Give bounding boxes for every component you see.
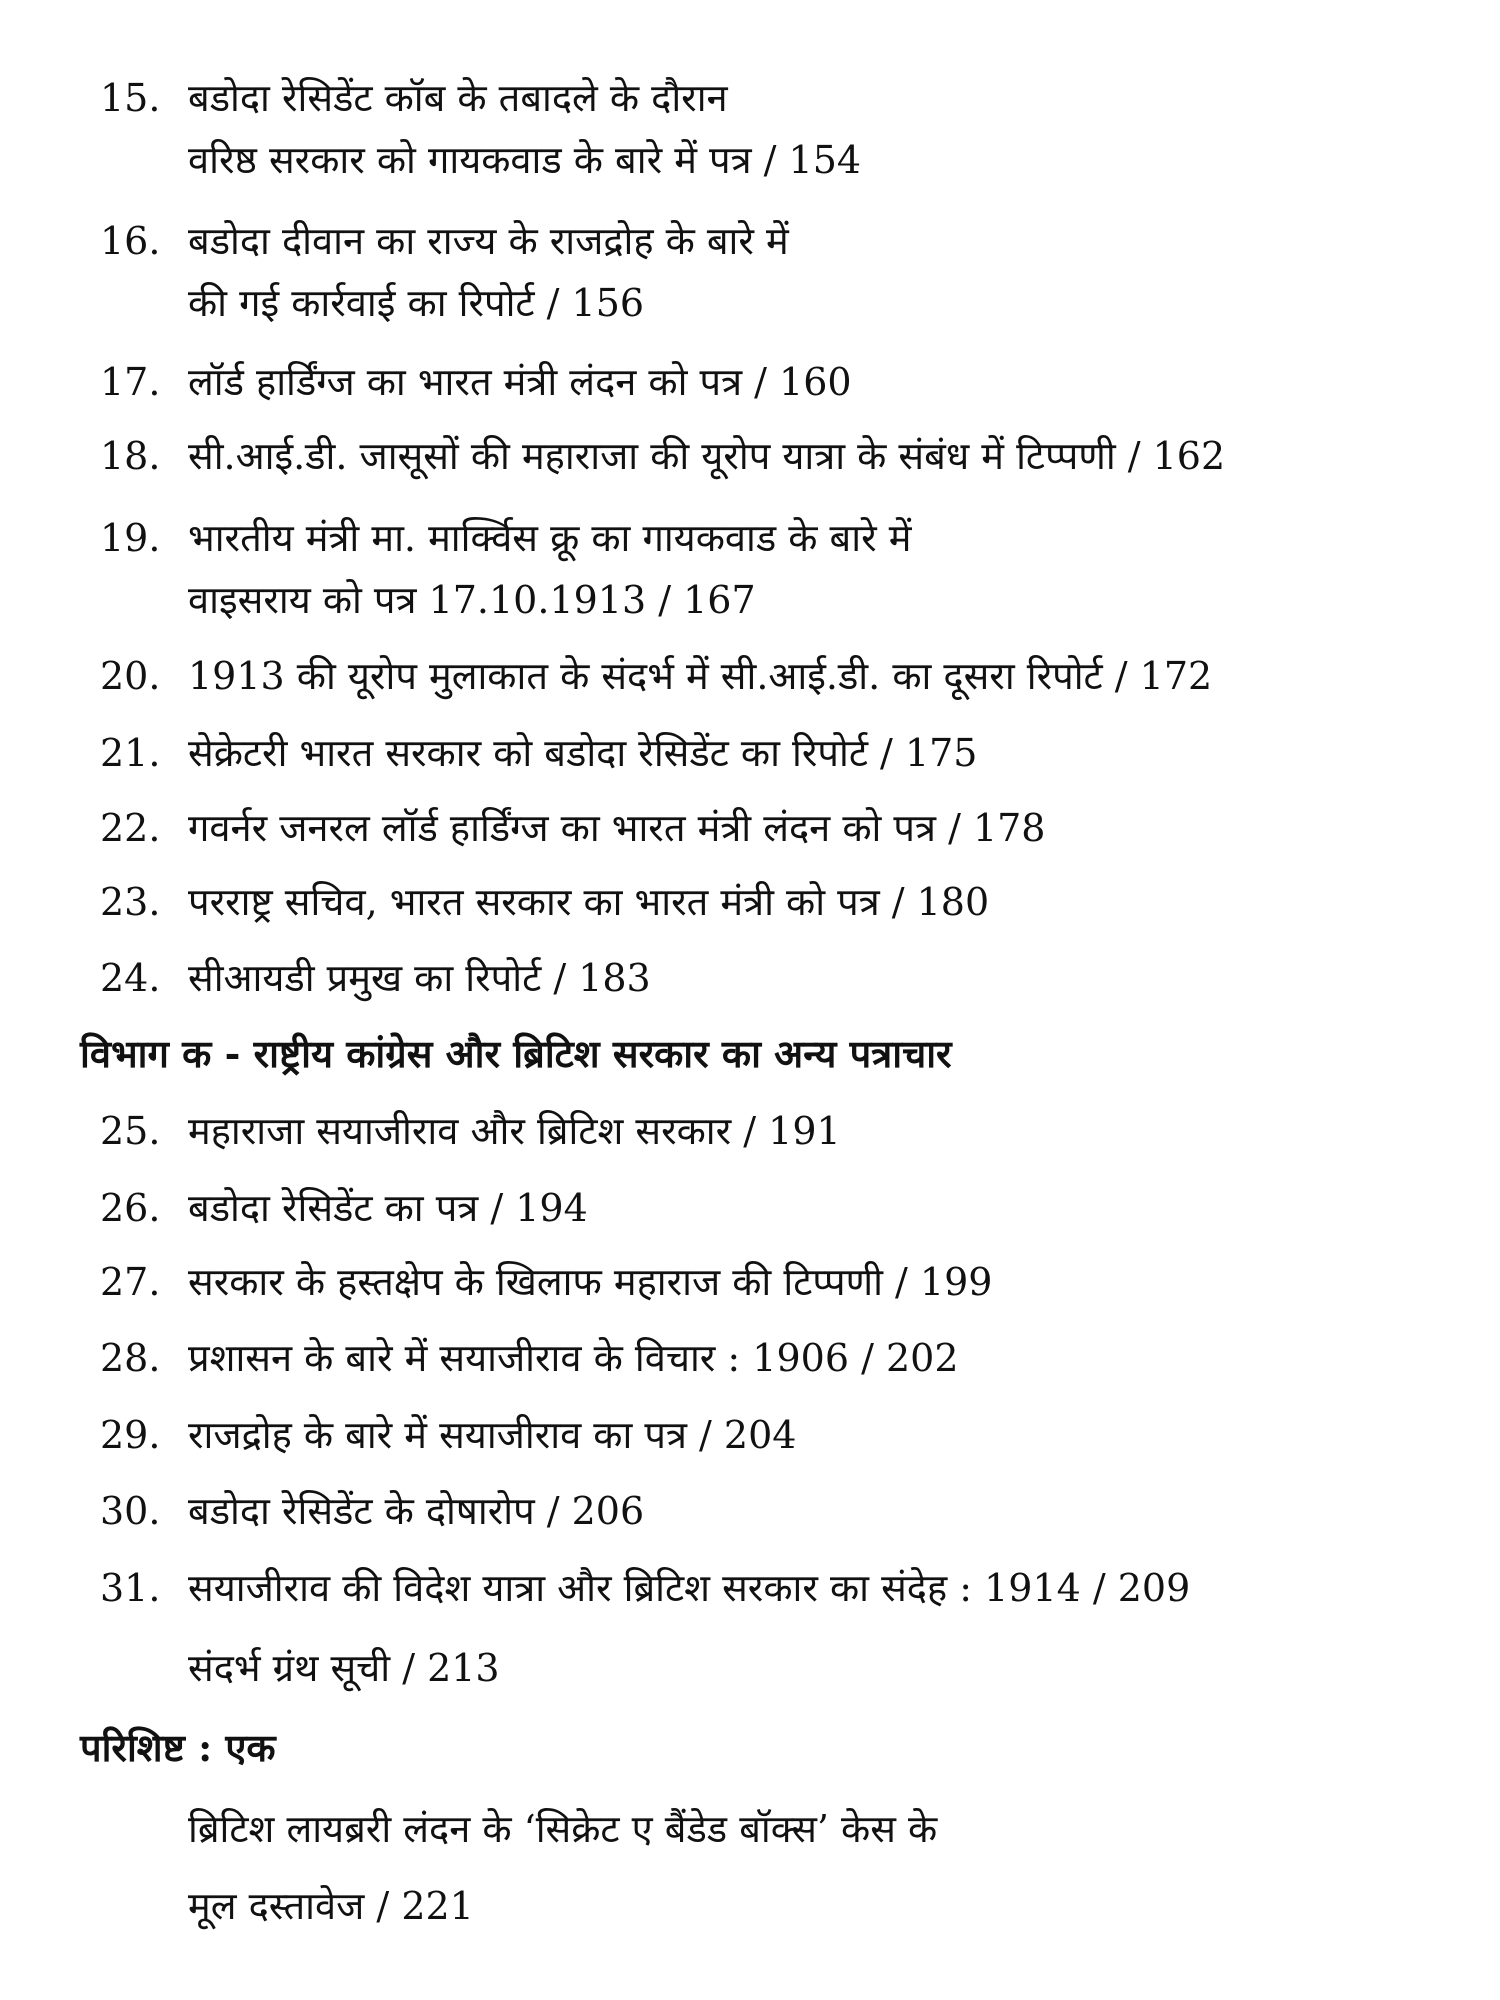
entry-title: सीआयडी प्रमुख का रिपोर्ट / 183 <box>188 956 651 1000</box>
entry-number: 21. <box>100 731 161 775</box>
entry-number: 17. <box>100 360 161 404</box>
entry-title-continued: वरिष्ठ सरकार को गायकवाड के बारे में पत्र / 154 <box>188 138 862 182</box>
entry-number: 27. <box>100 1260 161 1304</box>
entry-title: बडोदा रेसिडेंट के दोषारोप / 206 <box>188 1489 645 1533</box>
entry-title: राजद्रोह के बारे में सयाजीराव का पत्र / 204 <box>188 1413 797 1457</box>
entry-number: 19. <box>100 516 161 560</box>
entry-title: सयाजीराव की विदेश यात्रा और ब्रिटिश सरकार का संदेह : 1914 / 209 <box>188 1566 1191 1610</box>
appendix-heading: परिशिष्ट : एक <box>80 1725 276 1770</box>
appendix-title: ब्रिटिश लायब्ररी लंदन के ‘सिक्रेट ए बैंडेड बॉक्स’ केस के <box>188 1807 938 1851</box>
entry-title: गवर्नर जनरल लॉर्ड हार्डिंग्ज का भारत मंत्री लंदन को पत्र / 178 <box>188 806 1046 850</box>
entry-number: 25. <box>100 1109 161 1153</box>
entry-title: भारतीय मंत्री मा. मार्क्विस क्रू का गायकवाड के बारे में <box>188 516 912 560</box>
entry-title: परराष्ट्र सचिव, भारत सरकार का भारत मंत्री को पत्र / 180 <box>188 880 990 924</box>
entry-number: 16. <box>100 219 161 263</box>
entry-title: लॉर्ड हार्डिंग्ज का भारत मंत्री लंदन को पत्र / 160 <box>188 360 852 404</box>
entry-title: महाराजा सयाजीराव और ब्रिटिश सरकार / 191 <box>188 1109 841 1153</box>
entry-number: 18. <box>100 434 161 478</box>
entry-title: सेक्रेटरी भारत सरकार को बडोदा रेसिडेंट का रिपोर्ट / 175 <box>188 731 978 775</box>
entry-number: 23. <box>100 880 161 924</box>
entry-number: 29. <box>100 1413 161 1457</box>
entry-number: 22. <box>100 806 161 850</box>
entry-number: 24. <box>100 956 161 1000</box>
entry-number: 20. <box>100 654 161 698</box>
entry-title: बडोदा रेसिडेंट का पत्र / 194 <box>188 1186 588 1230</box>
entry-title: 1913 की यूरोप मुलाकात के संदर्भ में सी.आई.डी. का दूसरा रिपोर्ट / 172 <box>188 654 1213 698</box>
entry-number: 30. <box>100 1489 161 1533</box>
entry-number: 31. <box>100 1566 161 1610</box>
entry-number: 26. <box>100 1186 161 1230</box>
entry-title: बडोदा दीवान का राज्य के राजद्रोह के बारे में <box>188 219 789 263</box>
entry-title: बडोदा रेसिडेंट कॉब के तबादले के दौरान <box>188 76 728 120</box>
entry-title-continued: वाइसराय को पत्र 17.10.1913 / 167 <box>188 578 756 622</box>
appendix-title-continued: मूल दस्तावेज / 221 <box>188 1884 474 1928</box>
bibliography-entry: संदर्भ ग्रंथ सूची / 213 <box>188 1646 500 1690</box>
entry-number: 28. <box>100 1336 161 1380</box>
entry-number: 15. <box>100 76 161 120</box>
section-heading: विभाग क - राष्ट्रीय कांग्रेस और ब्रिटिश सरकार का अन्य पत्राचार <box>80 1031 952 1076</box>
entry-title: सरकार के हस्तक्षेप के खिलाफ महाराज की टिप्पणी / 199 <box>188 1260 993 1304</box>
entry-title: प्रशासन के बारे में सयाजीराव के विचार : 1906 / 202 <box>188 1336 959 1380</box>
entry-title-continued: की गई कार्रवाई का रिपोर्ट / 156 <box>188 281 645 325</box>
entry-title: सी.आई.डी. जासूसों की महाराजा की यूरोप यात्रा के संबंध में टिप्पणी / 162 <box>188 434 1226 478</box>
